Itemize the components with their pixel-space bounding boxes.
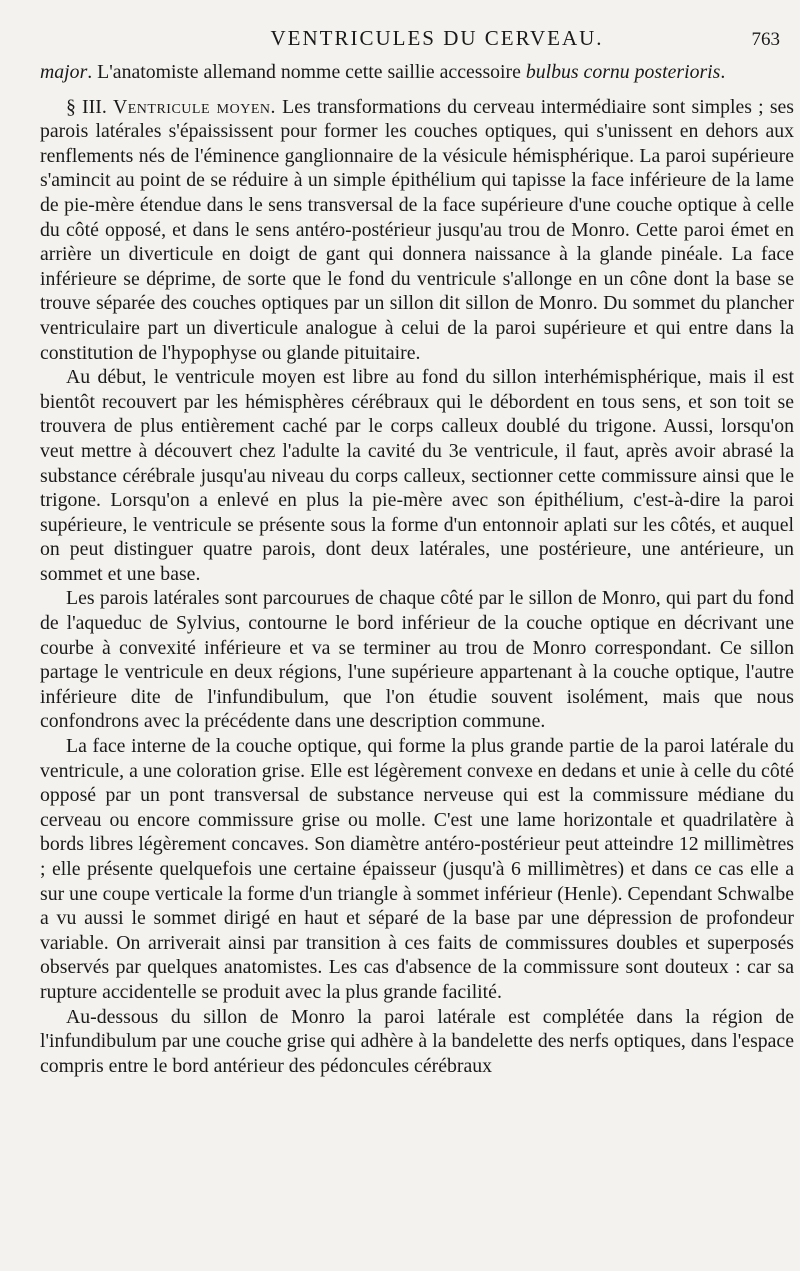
paragraph: Au-dessous du sillon de Monro la paroi latérale est complétée dans la région de l'infundibulum par une couche grise qui adhère à la bandelette des nerfs optiques, dans l'espace compris entre le bord antérieur des pédoncules cérébraux — [40, 1005, 794, 1077]
italic-term: bulbus cornu posterioris — [525, 61, 721, 83]
section-heading: Ventricule moyen. — [112, 95, 276, 118]
paragraph-text: . L'anatomiste allemand nomme cette saillie accessoire — [87, 61, 526, 83]
paragraph: Au début, le ventricule moyen est libre au fond du sillon interhémisphérique, mais il est bientôt recouvert par les hémisphères cérébraux qui le débordent en tous sens, et son toit se trouvera de plus entièrement caché par le corps calleux doublé du trigone. Aussi, lorsqu'on veut mettre à découvert chez l'adulte la cavité du 3e ventricule, il faut, après avoir abrasé la substance cérébrale jusqu'au niveau du corps calleux, sectionner cette commissure ainsi que le trigone. Lorsqu'on a enlevé en plus la pie-mère avec son épithélium, c'est-à-dire la paroi supérieure, le ventricule se présente sous la forme d'un entonnoir aplati sur les côtés, et auquel on peut distinguer quatre parois, dont deux latérales, une postérieure, une antérieure, un sommet et une base. — [40, 366, 794, 585]
paragraph-continuation — [40, 60, 794, 85]
paragraph-text: . — [720, 61, 726, 83]
section-paragraph — [40, 95, 794, 366]
page-header — [40, 26, 794, 60]
paragraph: Les parois latérales sont parcourues de chaque côté par le sillon de Monro, qui part du fond de l'aqueduc de Sylvius, contourne le bord inférieur de la couche optique en décrivant une courbe à convexité inférieure et va se terminer au trou de Monro correspondant. Ce sillon partage le ventricule en deux régions, l'une supérieure appartenant à la couche optique, l'autre inférieure dite de l'infundibulum, que l'on étudie souvent isolément, mais que nous confondrons avec la précédente dans une description commune. — [40, 587, 794, 733]
paragraph: La face interne de la couche optique, qui forme la plus grande partie de la paroi latérale du ventricule, a une coloration grise. Elle est légèrement convexe en dedans et unie à celle du côté opposé par un pont transversal de substance nerveuse qui est la commissure médiane du cerveau ou encore commissure grise ou molle. C'est une lame horizontale et quadrilatère à bords libres légèrement concaves. Son diamètre antéro-postérieur peut atteindre 12 millimètres ; elle présente quelquefois une certaine épaisseur (jusqu'à 6 millimètres) et dans ce cas elle a sur une coupe verticale la forme d'un triangle à sommet inférieur (Henle). Cependant Schwalbe a vu aussi le sommet dirigé en haut et séparé de la base par une dépression de profondeur variable. On arriverait ainsi par transition à ces faits de commissures doubles et superposés observés par quelques anatomistes. Les cas d'absence de la commissure sont douteux : car sa rupture accidentelle se produit avec la plus grande facilité. — [40, 735, 794, 1003]
section-mark: § III. — [66, 95, 107, 118]
running-title: VENTRICULES DU CERVEAU. — [270, 26, 604, 50]
page-number: 763 — [751, 29, 780, 50]
italic-term: major — [40, 61, 88, 83]
paragraph-text: Les transformations du cerveau intermédiaire sont simples ; ses parois latérales s'épaississent pour former les couches optiques, qui s'unissent en dehors aux renflements nés de l'éminence ganglionnaire de la vésicule hémisphérique. La paroi supérieure s'amincit au point de se réduire à un simple épithélium qui tapisse la face inférieure de la lame de pie-mère étendue dans le sens transversal de la face supérieure d'une couche optique à celle du côté opposé, et dans le sens antéro-postérieur jusqu'au trou de Monro. Cette paroi émet en arrière un diverticule en doigt de gant qui donnera naissance à la glande pinéale. La face inférieure se déprime, de sorte que le fond du ventricule s'allonge en un cône dont la base se trouve séparée des couches optiques par un sillon dit sillon de Monro. Du sommet du plancher ventriculaire part un diverticule analogue à celui de la paroi supérieure et qui entre dans la constitution de l'hypophyse ou glande pituitaire. — [40, 95, 794, 364]
body-text — [40, 60, 794, 1078]
